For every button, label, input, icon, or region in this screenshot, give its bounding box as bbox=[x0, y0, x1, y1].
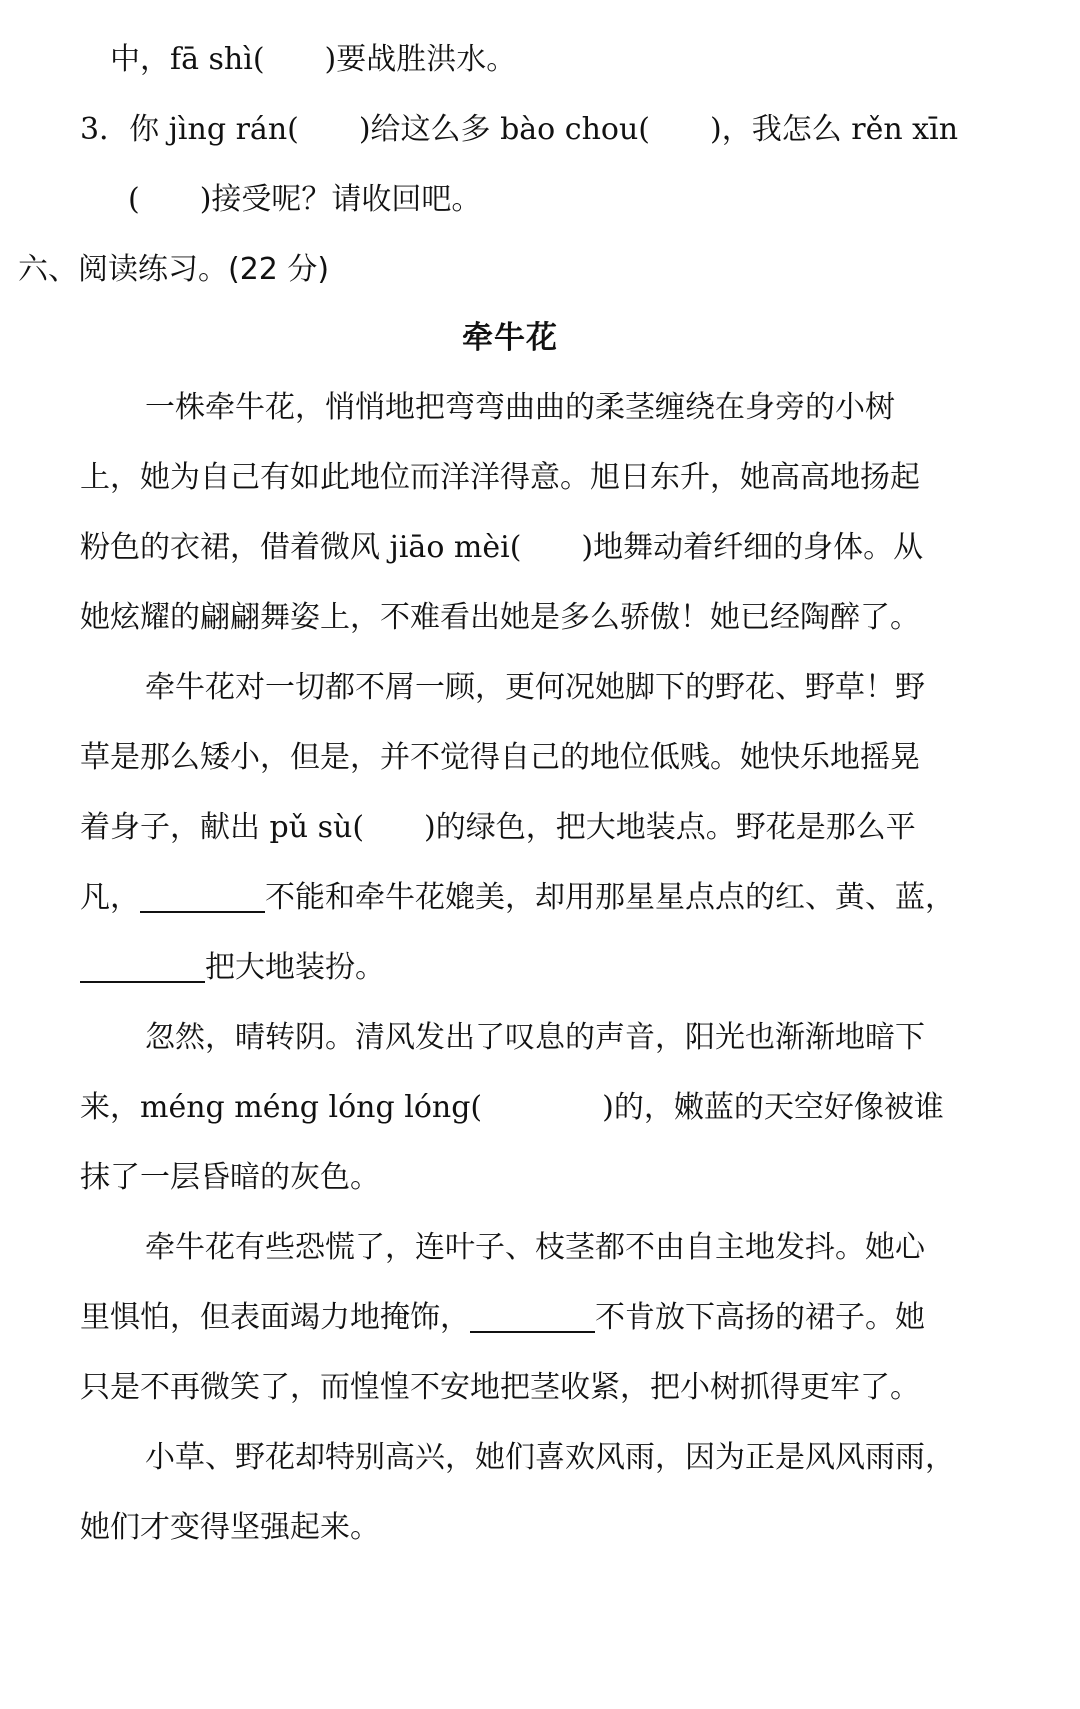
paragraph-3-line-2 bbox=[80, 1088, 944, 1128]
paragraph-4-line-3: 只是不再微笑了，而惶惶不安地把茎收紧，把小树抓得更牢了。 bbox=[80, 1370, 920, 1405]
question-3-text-e: )接受呢？请收回吧。 bbox=[199, 182, 482, 217]
paragraph-2-line-5-text-b: 把大地装扮。 bbox=[205, 950, 385, 985]
paragraph-4-line-2-text-b: 不肯放下高扬的裙子。她 bbox=[595, 1300, 925, 1335]
paragraph-1-line-3-text-a: 粉色的衣裙，借着微风 jiāo mèi( bbox=[80, 530, 522, 565]
fill-in-blank-3[interactable] bbox=[470, 1301, 595, 1333]
paragraph-1-line-3 bbox=[80, 528, 923, 568]
question-3-text-b: )给这么多 bào chou( bbox=[358, 112, 650, 147]
paragraph-4-line-2-text-a: 里惧怕，但表面竭力地掩饰， bbox=[80, 1300, 470, 1335]
paragraph-3-line-1: 忽然，晴转阴。清风发出了叹息的声音，阳光也渐渐地暗下 bbox=[145, 1020, 925, 1055]
section-6-heading: 六、阅读练习。(22 分) bbox=[18, 252, 330, 287]
question-3-text-d: ( bbox=[128, 182, 140, 217]
passage-title: 牵牛花 bbox=[462, 320, 558, 356]
question-3-line-1 bbox=[80, 110, 958, 150]
ex5-line-1-text-b: )要战胜洪水。 bbox=[324, 42, 517, 77]
paragraph-1-line-1: 一株牵牛花，悄悄地把弯弯曲曲的柔茎缠绕在身旁的小树 bbox=[145, 390, 895, 425]
fill-in-blank-1[interactable] bbox=[140, 881, 265, 913]
paragraph-3-line-2-text-a: 来，méng méng lóng lóng( bbox=[80, 1090, 483, 1125]
paragraph-2-line-4 bbox=[80, 878, 955, 918]
paragraph-4-line-1: 牵牛花有些恐慌了，连叶子、枝茎都不由自主地发抖。她心 bbox=[145, 1230, 925, 1265]
paragraph-3-line-3: 抹了一层昏暗的灰色。 bbox=[80, 1160, 380, 1195]
question-3-text-a: 你 jìng rán( bbox=[129, 112, 299, 147]
fill-in-blank-2[interactable] bbox=[80, 951, 205, 983]
question-3-number: 3． bbox=[80, 112, 130, 147]
paragraph-2-line-3-text-a: 着身子，献出 pǔ sù( bbox=[80, 810, 365, 845]
paragraph-2-line-4-text-b: 不能和牵牛花媲美，却用那星星点点的红、黄、蓝， bbox=[265, 880, 955, 915]
paragraph-4-line-2 bbox=[80, 1298, 925, 1338]
paragraph-2-line-5 bbox=[80, 948, 385, 988]
question-3-text-c: )，我怎么 rěn xīn bbox=[709, 112, 959, 147]
paragraph-5-line-1: 小草、野花却特别高兴，她们喜欢风雨，因为正是风风雨雨， bbox=[145, 1440, 955, 1475]
ex5-line-1-text-a: 中，fā shì( bbox=[110, 42, 265, 77]
paragraph-2-line-3-text-b: )的绿色，把大地装点。野花是那么平 bbox=[424, 810, 916, 845]
paragraph-2-line-4-text-a: 凡， bbox=[80, 880, 140, 915]
question-3-line-2 bbox=[128, 180, 481, 220]
ex5-line-1 bbox=[110, 40, 516, 80]
paragraph-5-line-2: 她们才变得坚强起来。 bbox=[80, 1510, 380, 1545]
paragraph-2-line-1: 牵牛花对一切都不屑一顾，更何况她脚下的野花、野草！野 bbox=[145, 670, 925, 705]
paragraph-3-line-2-text-b: )的，嫩蓝的天空好像被谁 bbox=[602, 1090, 944, 1125]
paragraph-1-line-2: 上，她为自己有如此地位而洋洋得意。旭日东升，她高高地扬起 bbox=[80, 460, 920, 495]
paragraph-2-line-3 bbox=[80, 808, 916, 848]
paragraph-1-line-3-text-b: )地舞动着纤细的身体。从 bbox=[581, 530, 924, 565]
paragraph-1-line-4: 她炫耀的翩翩舞姿上，不难看出她是多么骄傲！她已经陶醉了。 bbox=[80, 600, 920, 635]
paragraph-2-line-2: 草是那么矮小，但是，并不觉得自己的地位低贱。她快乐地摇晃 bbox=[80, 740, 920, 775]
